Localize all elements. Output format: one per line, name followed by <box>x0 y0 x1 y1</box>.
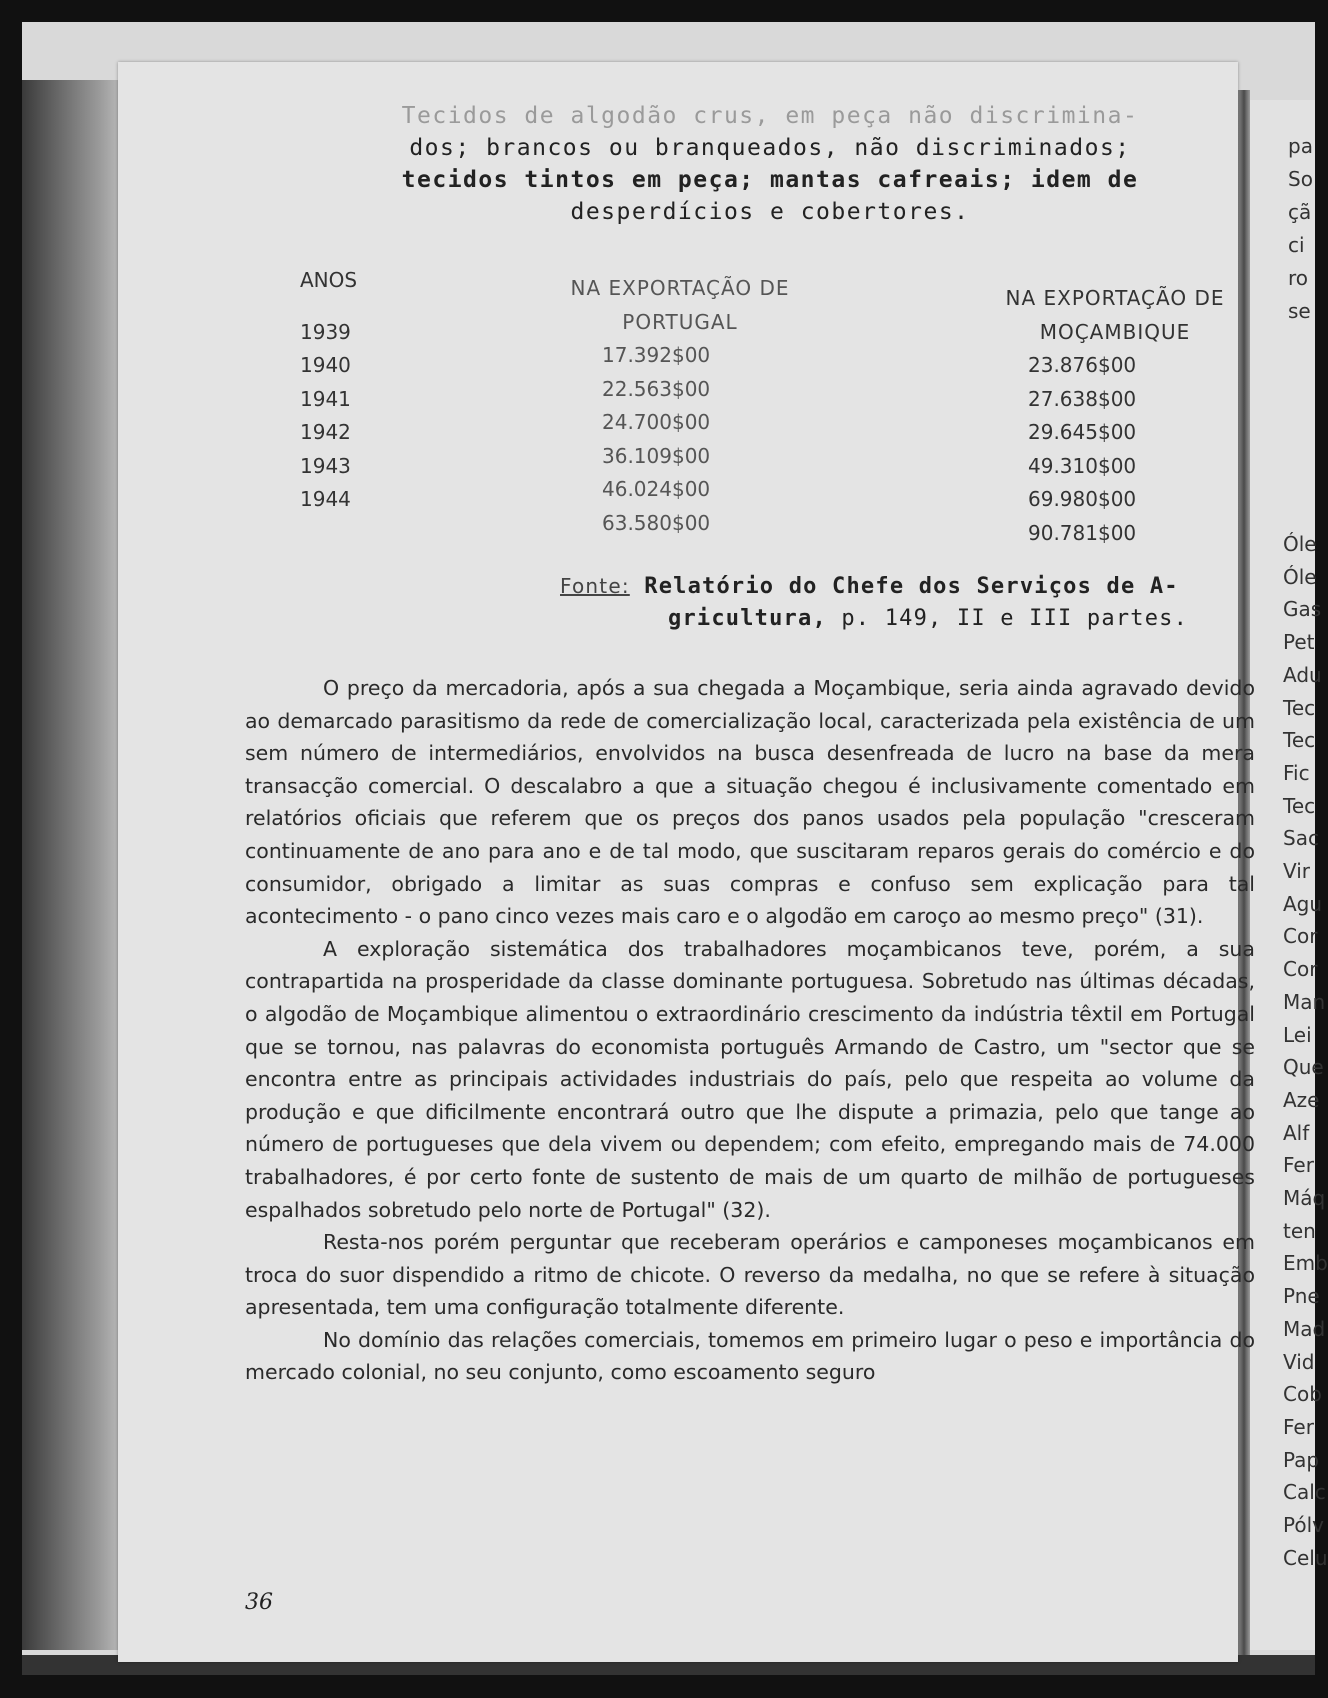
facing-list-item: Celu <box>1283 1545 1328 1570</box>
facing-list-item: Man <box>1283 989 1326 1014</box>
year-cell: 1944 <box>300 487 351 511</box>
facing-list-item: Cor <box>1283 924 1318 949</box>
facing-line: pa <box>1288 134 1313 158</box>
heading-line-4: desperdícios e cobertores. <box>570 199 970 225</box>
facing-line: ci <box>1288 233 1305 257</box>
facing-list-item: Fer <box>1283 1153 1314 1178</box>
source-reference: p. 149, II e III partes. <box>841 606 1189 631</box>
year-cell: 1942 <box>300 420 351 444</box>
facing-page-top-text <box>1288 130 1318 328</box>
mozambique-value-cell: 49.310$00 <box>1028 453 1137 478</box>
table-heading <box>360 100 1180 228</box>
heading-line-1: Tecidos de algodão crus, em peça não discrimina- <box>401 103 1139 129</box>
mozambique-column <box>1000 282 1230 550</box>
paragraph: No domínio das relações comerciais, tomemos em primeiro lugar o peso e importância do mercado colonial, no seu conjunto, como escoamento seguro <box>245 1327 1255 1385</box>
mozambique-header-line-2: MOÇAMBIQUE <box>1039 319 1191 344</box>
portugal-value-cell: 36.109$00 <box>602 443 711 468</box>
facing-line: se <box>1288 299 1311 323</box>
table-source <box>560 570 1250 635</box>
portugal-value-cell: 24.700$00 <box>602 410 711 434</box>
year-cell: 1940 <box>300 353 351 377</box>
scanner-shadow-left <box>22 80 132 1650</box>
portugal-header-line-2: PORTUGAL <box>622 309 738 334</box>
facing-list-item: Máq <box>1283 1186 1326 1211</box>
body-text <box>245 672 1255 1389</box>
facing-list-item: Pne <box>1283 1284 1320 1309</box>
source-label: Fonte: <box>560 574 630 598</box>
facing-list-item: Aze <box>1283 1087 1320 1112</box>
facing-line: ro <box>1288 266 1309 290</box>
portugal-header-line-1: NA EXPORTAÇÃO DE <box>570 276 790 300</box>
year-cell: 1941 <box>300 386 351 411</box>
facing-list-item: Gas <box>1283 597 1322 622</box>
portugal-value-cell: 22.563$00 <box>602 376 711 401</box>
facing-list-item: Sac <box>1283 826 1319 851</box>
mozambique-header-line-1: NA EXPORTAÇÃO DE <box>1005 286 1225 310</box>
mozambique-value-cell: 27.638$00 <box>1028 386 1137 411</box>
facing-list-item: Pap <box>1283 1447 1320 1472</box>
facing-list-item: Lei <box>1283 1022 1312 1047</box>
heading-line-3: tecidos tintos em peça; mantas cafreais; idem de <box>401 167 1139 193</box>
portugal-value-cell: 46.024$00 <box>602 477 711 501</box>
portugal-value-cell: 63.580$00 <box>602 510 711 535</box>
page-number: 36 <box>245 1590 273 1615</box>
year-cell: 1939 <box>300 319 351 344</box>
facing-list-item: Calc <box>1283 1480 1326 1505</box>
portugal-column <box>560 272 800 540</box>
facing-list-item: Tec <box>1283 728 1316 753</box>
paragraph: A exploração sistemática dos trabalhadores moçambicanos teve, porém, a sua contrapartida na prosperidade da classe dominante portuguesa. Sobretudo nas últimas décadas, o algodão de Moçambique alimentou o extraordinário crescimento da indústria têxtil em Portugal que se tornou, nas palavras do economista português Armando de Castro, um "sector que se encontra entre as principais actividades industriais do país, pelo que respeita ao volume da produção e que dificilmente encontrará outro que lhe dispute a primazia, pelo que tange ao número de portugueses que dela vivem ou dependem; com efeito, empregando mais de 74.000 trabalhadores, é por certo fonte de sustento de mais de um quarto de milhão de portugueses espalhados sobretudo pelo norte de Portugal" (32). <box>245 936 1255 1222</box>
facing-list-item: Mad <box>1283 1316 1326 1341</box>
facing-list-item: Pólv <box>1283 1513 1324 1538</box>
facing-list-item: Que <box>1283 1055 1324 1080</box>
facing-list-item: Óle <box>1283 532 1317 556</box>
facing-list-item: Fer <box>1283 1414 1314 1439</box>
facing-list-item: Cob <box>1283 1382 1322 1407</box>
facing-list-item: Agu <box>1283 891 1323 916</box>
facing-line: So <box>1288 167 1313 191</box>
facing-list-item: Pet <box>1283 630 1315 655</box>
facing-list-item: Vir <box>1283 859 1311 884</box>
paragraph: O preço da mercadoria, após a sua chegada a Moçambique, seria ainda agravado devido ao demarcado parasitismo da rede de comercialização local, caracterizada pela existência de um sem número de intermediários, envolvidos na busca desenfreada de lucro na base da mera transacção comercial. O descalabro a que a situação chegou é inclusivamente comentado em relatórios oficiais que referem que os preços dos panos usados pela população "cresceram continuamente de ano para ano e de tal modo, que suscitaram reparos gerais do comércio e do consumidor, obrigado a limitar as suas compras e confuso sem explicação para tal acontecimento - o pano cinco vezes mais caro e o algodão em caroço ao mesmo preço" (31). <box>245 676 1255 929</box>
facing-list-item: Fic <box>1283 760 1310 785</box>
facing-list-item: Óle <box>1283 564 1317 589</box>
facing-list-item: Tec <box>1283 695 1316 720</box>
facing-list-item: Tec <box>1283 793 1316 818</box>
paragraph: Resta-nos porém perguntar que receberam operários e camponeses moçambicanos em troca do suor dispendido a ritmo de chicote. O reverso da medalha, no que se refere à situação apresentada, tem uma configuração totalmente diferente. <box>245 1230 1255 1320</box>
facing-line: çã <box>1288 200 1312 224</box>
years-column <box>300 264 420 517</box>
facing-list-item: Adu <box>1283 662 1322 687</box>
facing-list-item: Cor <box>1283 957 1318 982</box>
mozambique-value-cell: 69.980$00 <box>1028 487 1137 511</box>
portugal-value-cell: 17.392$00 <box>602 343 711 367</box>
source-title-line-1: Relatório do Chefe dos Serviços de A- <box>644 574 1179 599</box>
facing-list-item: Emb <box>1283 1251 1328 1276</box>
facing-list-item: ten <box>1283 1218 1316 1243</box>
year-cell: 1943 <box>300 453 351 478</box>
source-title-line-2: gricultura, <box>668 606 827 631</box>
facing-list-item: Alf <box>1283 1120 1310 1145</box>
facing-list-item: Vid <box>1283 1349 1315 1374</box>
mozambique-value-cell: 90.781$00 <box>1028 520 1137 545</box>
mozambique-value-cell: 23.876$00 <box>1028 353 1137 377</box>
years-header: ANOS <box>300 268 358 292</box>
mozambique-value-cell: 29.645$00 <box>1028 420 1137 444</box>
facing-page-list <box>1283 528 1328 1575</box>
heading-line-2: dos; brancos ou branqueados, não discriminados; <box>409 135 1131 161</box>
